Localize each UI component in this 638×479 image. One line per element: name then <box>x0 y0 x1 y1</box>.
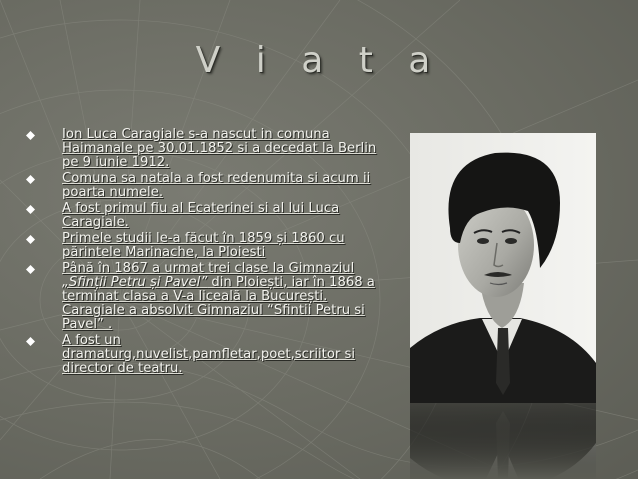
diamond-bullet-icon <box>26 175 35 184</box>
diamond-bullet-icon <box>26 205 35 214</box>
list-item <box>22 232 382 260</box>
portrait-image <box>410 133 596 479</box>
list-item <box>22 128 382 170</box>
bullet-text-italic: „Sfinții Petru și Pavel” <box>62 275 208 290</box>
diamond-bullet-icon <box>26 131 35 140</box>
bullet-text-part: Până în 1867 a urmat trei clase la Gimnaziul <box>62 261 355 276</box>
bullet-text <box>62 231 345 260</box>
bullet-text <box>62 333 355 376</box>
bullet-text-part: A fost un dramaturg,nuvelist,pamfletar,poet,scriitor si director de teatru. <box>62 333 356 376</box>
bullet-text <box>62 261 375 332</box>
bullet-text-part: Primele studii le-a făcut în 1859 și 1860 cu părintele Marinache, la Ploiesti <box>62 231 345 260</box>
diamond-bullet-icon <box>26 265 35 274</box>
list-item <box>22 172 382 200</box>
bullet-text-part: Ion Luca Caragiale s-a nascut in comuna Haimanale pe 30.01.1852 si a decedat la Berlin pe 9 iunie 1912. <box>62 127 377 170</box>
portrait-photo <box>410 133 596 479</box>
bullet-text <box>62 171 370 200</box>
bullet-text-part: A fost primul fiu al Ecaterinei si al lui Luca Caragiale. <box>62 201 340 230</box>
bullet-text <box>62 127 376 170</box>
bullet-text-part: Comuna sa natala a fost redenumita si acum ii poarta numele. <box>62 171 371 200</box>
diamond-bullet-icon <box>26 235 35 244</box>
list-item <box>22 334 382 376</box>
slide-title: V i a t a <box>195 40 443 81</box>
list-item <box>22 202 382 230</box>
bullet-list <box>22 128 382 378</box>
list-item <box>22 262 382 332</box>
bullet-text <box>62 201 339 230</box>
bullet-text-part: din Ploiești, iar în 1868 a terminat clasa a V-a liceală la București. Caragiale a absolvit Gimnaziul “Sfintii Petru si Pavel” . <box>62 275 375 332</box>
diamond-bullet-icon <box>26 337 35 346</box>
